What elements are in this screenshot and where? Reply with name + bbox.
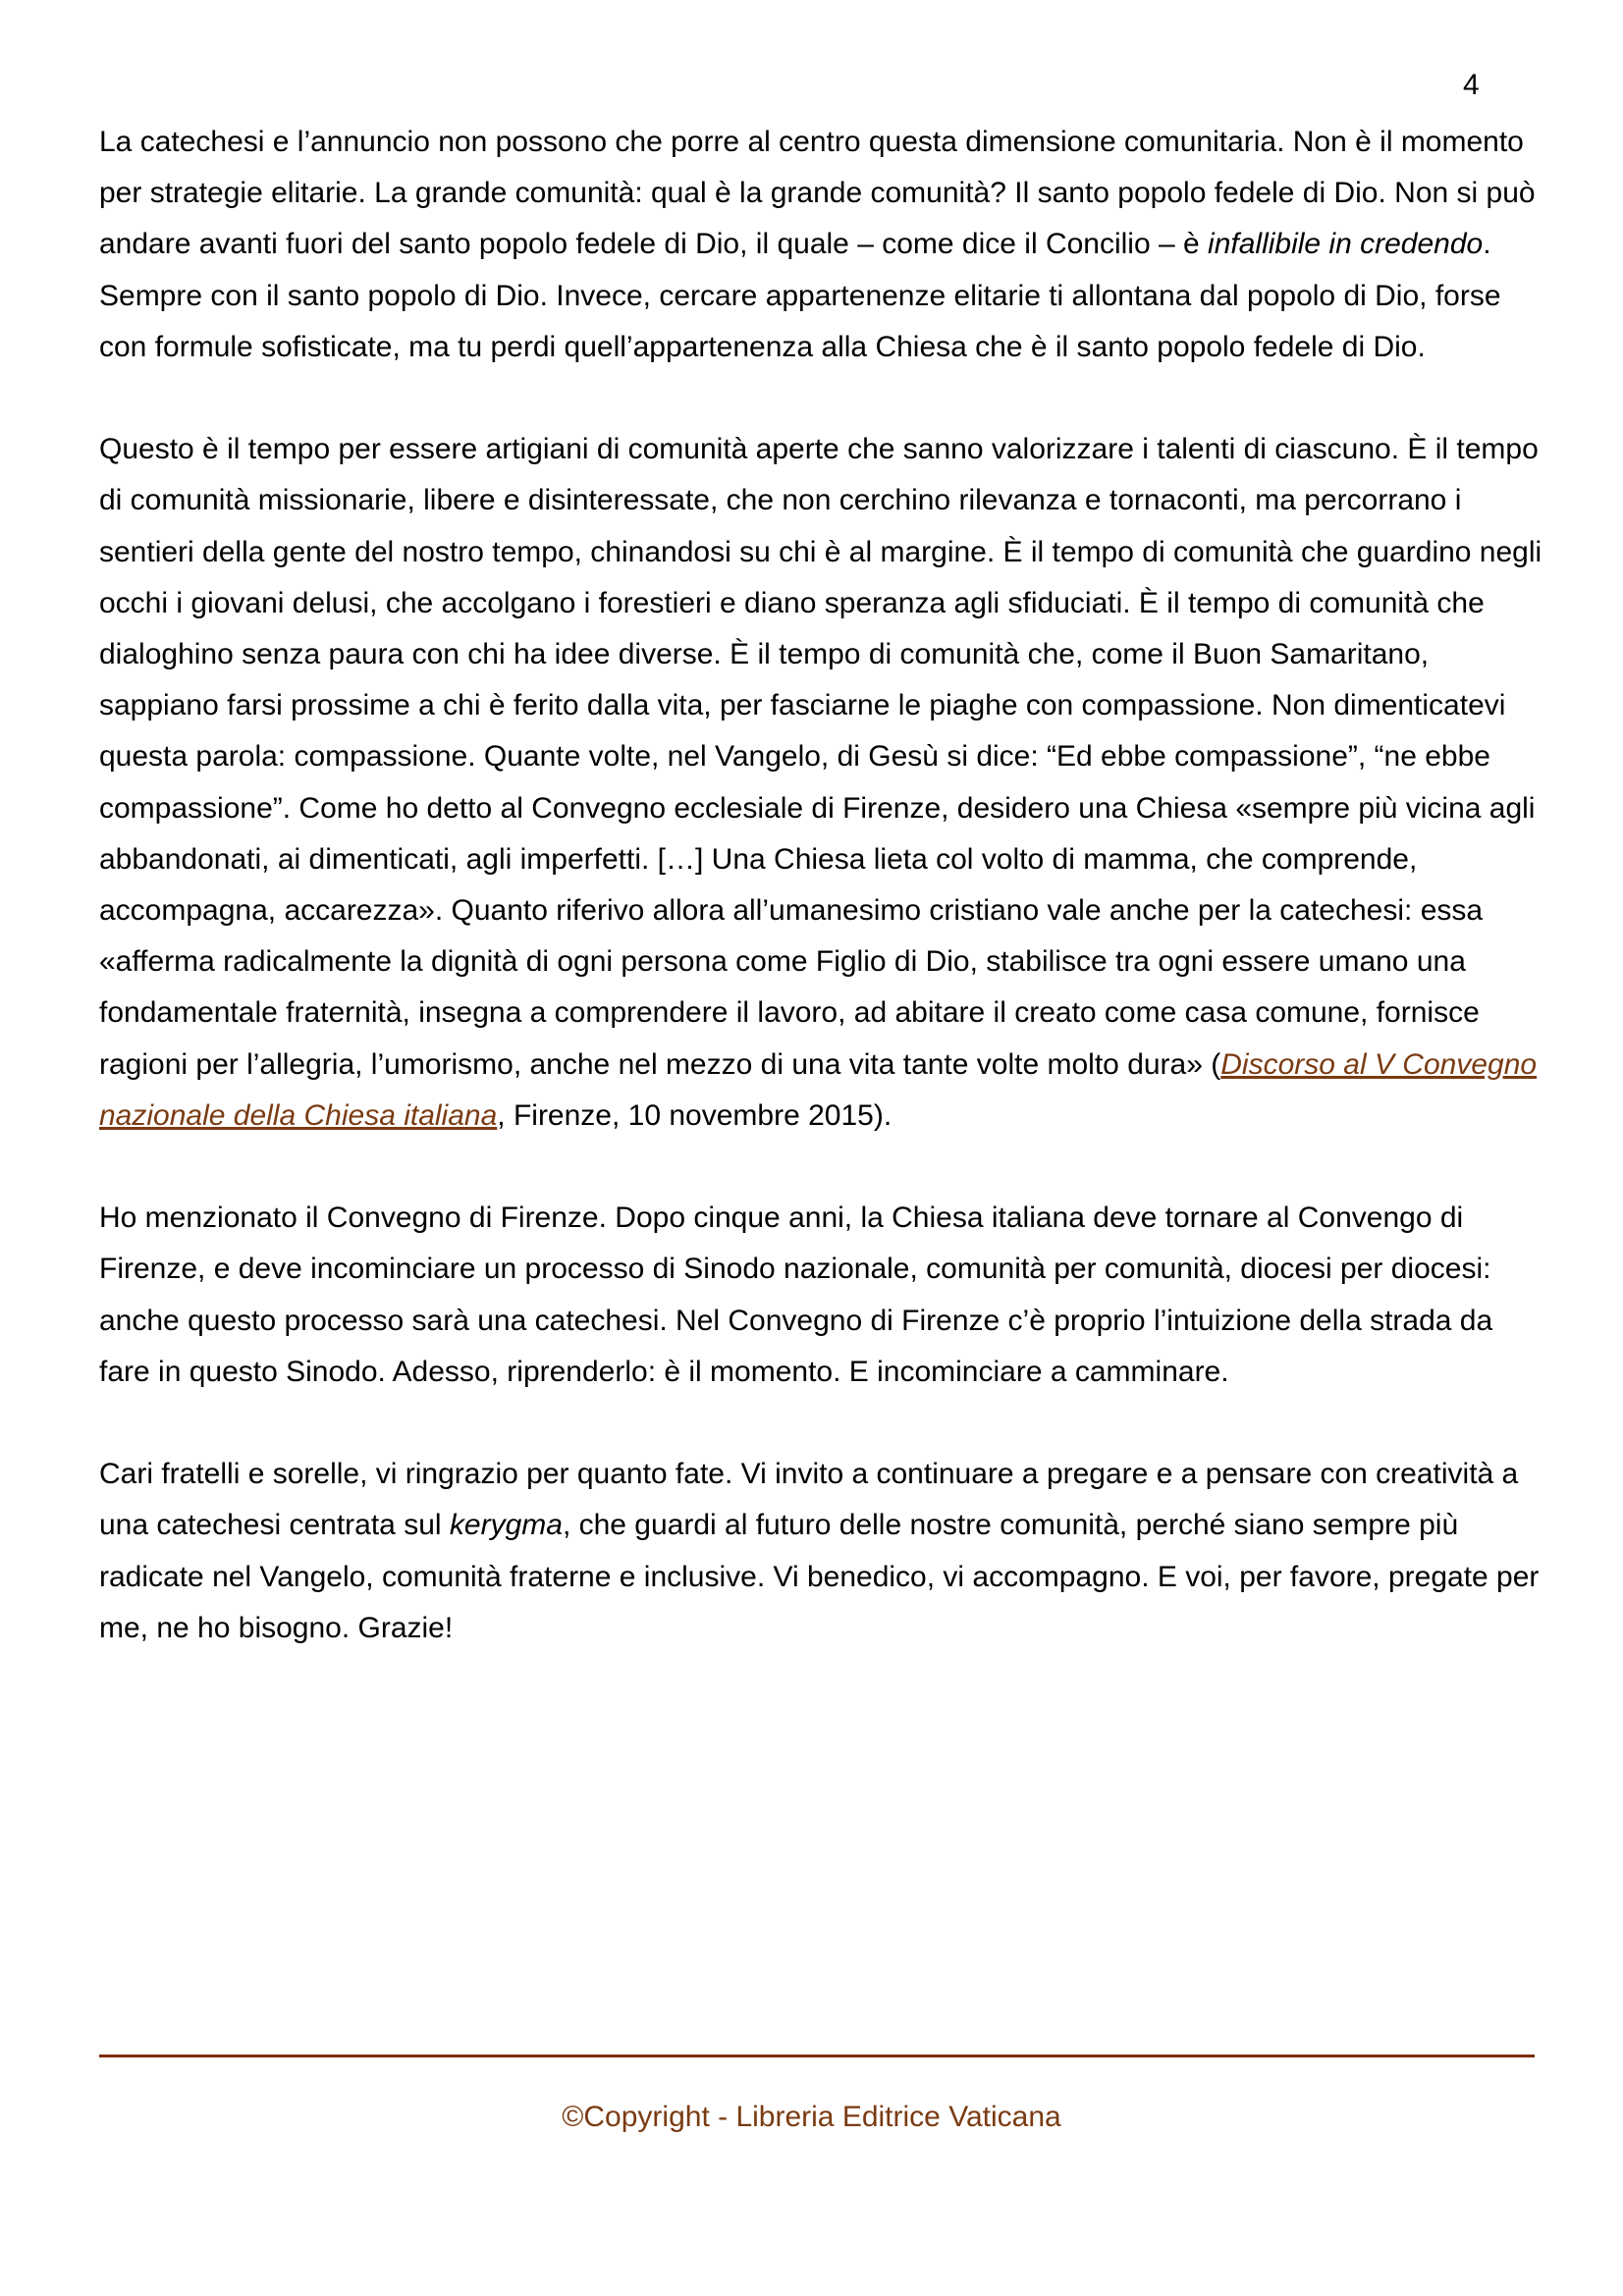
- paragraph-4-text-b: , che guardi al futuro delle nostre comunità, perché siano sempre più radicate nel Vangelo, comunità fraterne e inclusive. Vi benedico, vi accompagno. E voi, per favore, pregate per me, ne ho bisogno. Grazie!: [99, 1509, 1540, 1644]
- paragraph-3-text-a: Ho menzionato il Convegno di Firenze. Dopo cinque anni, la Chiesa italiana deve tornare al Convengo di Firenze, e deve incominciare un processo di Sinodo nazionale, comunità per comunità, diocesi per diocesi: anche questo processo sarà una catechesi. Nel Convegno di Firenze c’è proprio l’intuizione della strada da fare in questo Sinodo. Adesso, riprenderlo: è il momento. E incominciare a camminare.: [99, 1201, 1493, 1388]
- paragraph-3: [99, 1193, 1547, 1398]
- paragraph-2-text-a: Questo è il tempo per essere artigiani di comunità aperte che sanno valorizzare i talenti di ciascuno. È il tempo di comunità missionarie, libere e disinteressate, che non cerchino rilevanza e tornaconti, ma percorrano i sentieri della gente del nostro tempo, chinandosi su chi è al margine. È il tempo di comunità che guardino negli occhi i giovani delusi, che accolgano i forestieri e diano speranza agli sfiduciati. È il tempo di comunità che dialoghino senza paura con chi ha idee diverse. È il tempo di comunità che, come il Buon Samaritano, sappiano farsi prossime a chi è ferito dalla vita, per fasciarne le piaghe con compassione. Non dimenticatevi questa parola: compassione. Quante volte, nel Vangelo, di Gesù si dice: “Ed ebbe compassione”, “ne ebbe compassione”. Come ho detto al Convegno ecclesiale di Firenze, desidero una Chiesa «sempre più vicina agli abbandonati, ai dimenticati, agli imperfetti. […] Una Chiesa lieta col volto di mamma, che comprende, accompagna, accarezza». Quanto riferivo allora all’umanesimo cristiano vale anche per la catechesi: essa «afferma radicalmente la dignità di ogni persona come Figlio di Dio, stabilisce tra ogni essere umano una fondamentale fraternità, insegna a comprendere il lavoro, ad abitare il creato come casa comune, fornisce ragioni per l’allegria, l’umorismo, anche nel mezzo di una vita tante volte molto dura» (: [99, 433, 1542, 1081]
- discorso-convegno-link[interactable]: Discorso al V Convegno nazionale della Chiesa italiana: [99, 1047, 1538, 1132]
- paragraph-2-text-b: , Firenze, 10 novembre 2015).: [497, 1098, 893, 1132]
- paragraph-4: [99, 1449, 1547, 1654]
- paragraph-1-text-b: . Sempre con il santo popolo di Dio. Invece, cercare appartenenze elitarie ti allontana dal popolo di Dio, forse con formule sofisticate, ma tu perdi quell’appartenenza alla Chiesa che è il santo popolo fedele di Dio.: [99, 228, 1501, 363]
- footer-divider: [99, 2055, 1535, 2057]
- page-number: 4: [1463, 69, 1480, 101]
- paragraph-4-italic-word: kerygma: [449, 1509, 563, 1542]
- paragraph-1: [99, 117, 1547, 373]
- paragraph-1-italic-phrase: infallibile in credendo: [1208, 228, 1484, 261]
- document-body: [99, 117, 1547, 1654]
- paragraph-4-text-a: Cari fratelli e sorelle, vi ringrazio per quanto fate. Vi invito a continuare a pregare e a pensare con creatività a una catechesi centrata sul: [99, 1458, 1519, 1542]
- paragraph-2: [99, 424, 1547, 1142]
- paragraph-1-text-a: La catechesi e l’annuncio non possono che porre al centro questa dimensione comunitaria. Non è il momento per strategie elitarie. La grande comunità: qual è la grande comunità? Il santo popolo fedele di Dio. Non si può andare avanti fuori del santo popolo fedele di Dio, il quale – come dice il Concilio – è: [99, 126, 1536, 261]
- copyright-footer: ©Copyright - Libreria Editrice Vaticana: [562, 2101, 1061, 2133]
